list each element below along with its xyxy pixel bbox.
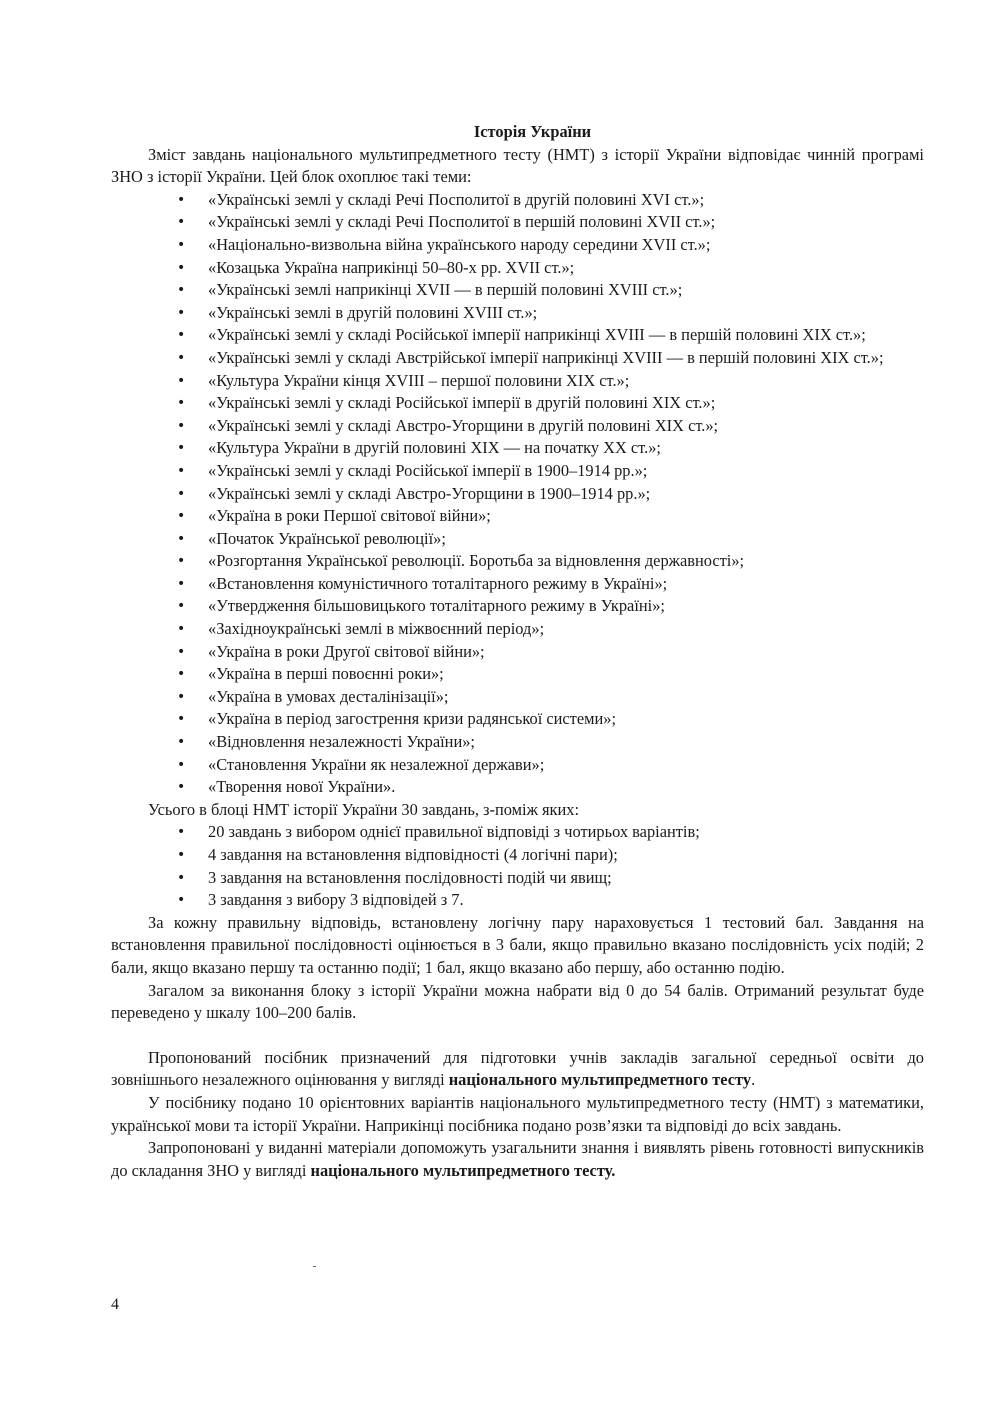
list-item: • «Творення нової України». bbox=[111, 776, 924, 799]
footer-mark bbox=[313, 1266, 316, 1267]
page-number: 4 bbox=[111, 1296, 119, 1313]
list-item: • «Україна в умовах десталінізації»; bbox=[111, 686, 924, 709]
purpose-end: . bbox=[751, 1070, 756, 1090]
list-item: • 4 завдання на встановлення відповідності (4 логічні пари); bbox=[111, 844, 924, 867]
materials-bold: національного мультипредметного тесту. bbox=[310, 1160, 616, 1180]
list-item: • 3 завдання на встановлення послідовності подій чи явищ; bbox=[111, 867, 924, 890]
materials-text: Запропоновані у виданні матеріали допоможуть узагальнити знання і виявлять рівень готовності випускників до складання ЗНО у вигляді bbox=[111, 1138, 924, 1180]
topics-list bbox=[111, 189, 924, 799]
list-item: • «Розгортання Української революції. Боротьба за відновлення державності»; bbox=[111, 550, 924, 573]
contents-paragraph: У посібнику подано 10 орієнтовних варіантів національного мультипредметного тесту (НМТ) з математики, української мови та історії України. Наприкінці посібника подано розв’язки та відповіді до всіх завдань. bbox=[111, 1092, 924, 1135]
list-item: • «Встановлення комуністичного тоталітарного режиму в Україні»; bbox=[111, 573, 924, 596]
list-item: • «Українські землі у складі Австро-Угорщини в другій половині XIX ст.»; bbox=[111, 415, 924, 438]
tasks-list bbox=[111, 821, 924, 911]
list-item: • «Культура України кінця XVIII – першої половини XIX ст.»; bbox=[111, 370, 924, 393]
scoring-paragraph: За кожну правильну відповідь, встановлену логічну пару нараховується 1 тестовий бал. Завдання на встановлення правильної послідовності оцінюється в 3 бали, якщо правильно вказано послідовність усіх подій; 2 бали, якщо вказано першу та останню події; 1 бал, якщо вказано або першу, або останню подію. bbox=[111, 912, 924, 977]
intro-paragraph: Зміст завдань національного мультипредметного тесту (НМТ) з історії України відповідає чинній програмі ЗНО з історії України. Цей блок охоплює такі теми: bbox=[111, 144, 924, 187]
purpose-text: Пропонований посібник призначений для підготовки учнів закладів загальної середньої освіти до зовнішнього незалежного оцінювання у вигляді bbox=[111, 1047, 924, 1090]
list-item: • «Українські землі наприкінці XVII — в першій половині XVIII ст.»; bbox=[111, 279, 924, 302]
list-item: • «Українські землі у складі Російської імперії в другій половині XIX ст.»; bbox=[111, 392, 924, 415]
purpose-bold: національного мультипредметного тесту bbox=[448, 1070, 752, 1090]
list-item: • «Українські землі у складі Австро-Угорщини в 1900–1914 рр.»; bbox=[111, 483, 924, 506]
list-item: • «Українські землі у складі Речі Посполитої в першій половині XVII ст.»; bbox=[111, 211, 924, 234]
list-item: • 3 завдання з вибору 3 відповідей з 7. bbox=[111, 889, 924, 912]
spacer bbox=[111, 1025, 924, 1047]
list-item: • «Україна в роки Другої світової війни»; bbox=[111, 641, 924, 664]
list-item: • «Початок Української революції»; bbox=[111, 528, 924, 551]
list-item: • «Національно-визвольна війна українського народу середини XVII ст.»; bbox=[111, 234, 924, 257]
tasks-intro: Усього в блоці НМТ історії України 30 завдань, з-поміж яких: bbox=[148, 799, 580, 819]
list-item: • «Україна в роки Першої світової війни»; bbox=[111, 505, 924, 528]
list-item: • «Українські землі у складі Російської імперії наприкінці XVIII — в першій половині XIX ст.»; bbox=[111, 324, 924, 347]
total-paragraph: Загалом за виконання блоку з історії України можна набрати від 0 до 54 балів. Отриманий результат буде переведено у шкалу 100–200 балів. bbox=[111, 980, 924, 1023]
list-item: • «Українські землі у складі Російської імперії в 1900–1914 рр.»; bbox=[111, 460, 924, 483]
list-item: • «Становлення України як незалежної держави»; bbox=[111, 754, 924, 777]
list-item: • «Культура України в другій половині XIX — на початку XX ст.»; bbox=[111, 437, 924, 460]
purpose-paragraph bbox=[111, 1047, 924, 1092]
list-item: • «Україна в перші повоєнні роки»; bbox=[111, 663, 924, 686]
list-item: • «Українські землі у складі Австрійської імперії наприкінці XVIII — в першій половині XIX ст.»; bbox=[111, 347, 924, 370]
list-item: • 20 завдань з вибором однієї правильної відповіді з чотирьох варіантів; bbox=[111, 821, 924, 844]
list-item: • «Відновлення незалежності України»; bbox=[111, 731, 924, 754]
list-item: • «Українські землі у складі Речі Посполитої в другій половині XVI ст.»; bbox=[111, 189, 924, 212]
list-item: • «Українські землі в другій половині XVIII ст.»; bbox=[111, 302, 924, 325]
list-item: • «Козацька Україна наприкінці 50–80-х рр. XVII ст.»; bbox=[111, 257, 924, 280]
list-item: • «Утвердження більшовицького тоталітарного режиму в Україні»; bbox=[111, 595, 924, 618]
materials-paragraph bbox=[111, 1137, 924, 1182]
list-item: • «Західноукраїнські землі в міжвоєнний період»; bbox=[111, 618, 924, 641]
section-title: Історія України bbox=[473, 122, 592, 141]
page-content bbox=[111, 121, 924, 1182]
list-item: • «Україна в період загострення кризи радянської системи»; bbox=[111, 708, 924, 731]
